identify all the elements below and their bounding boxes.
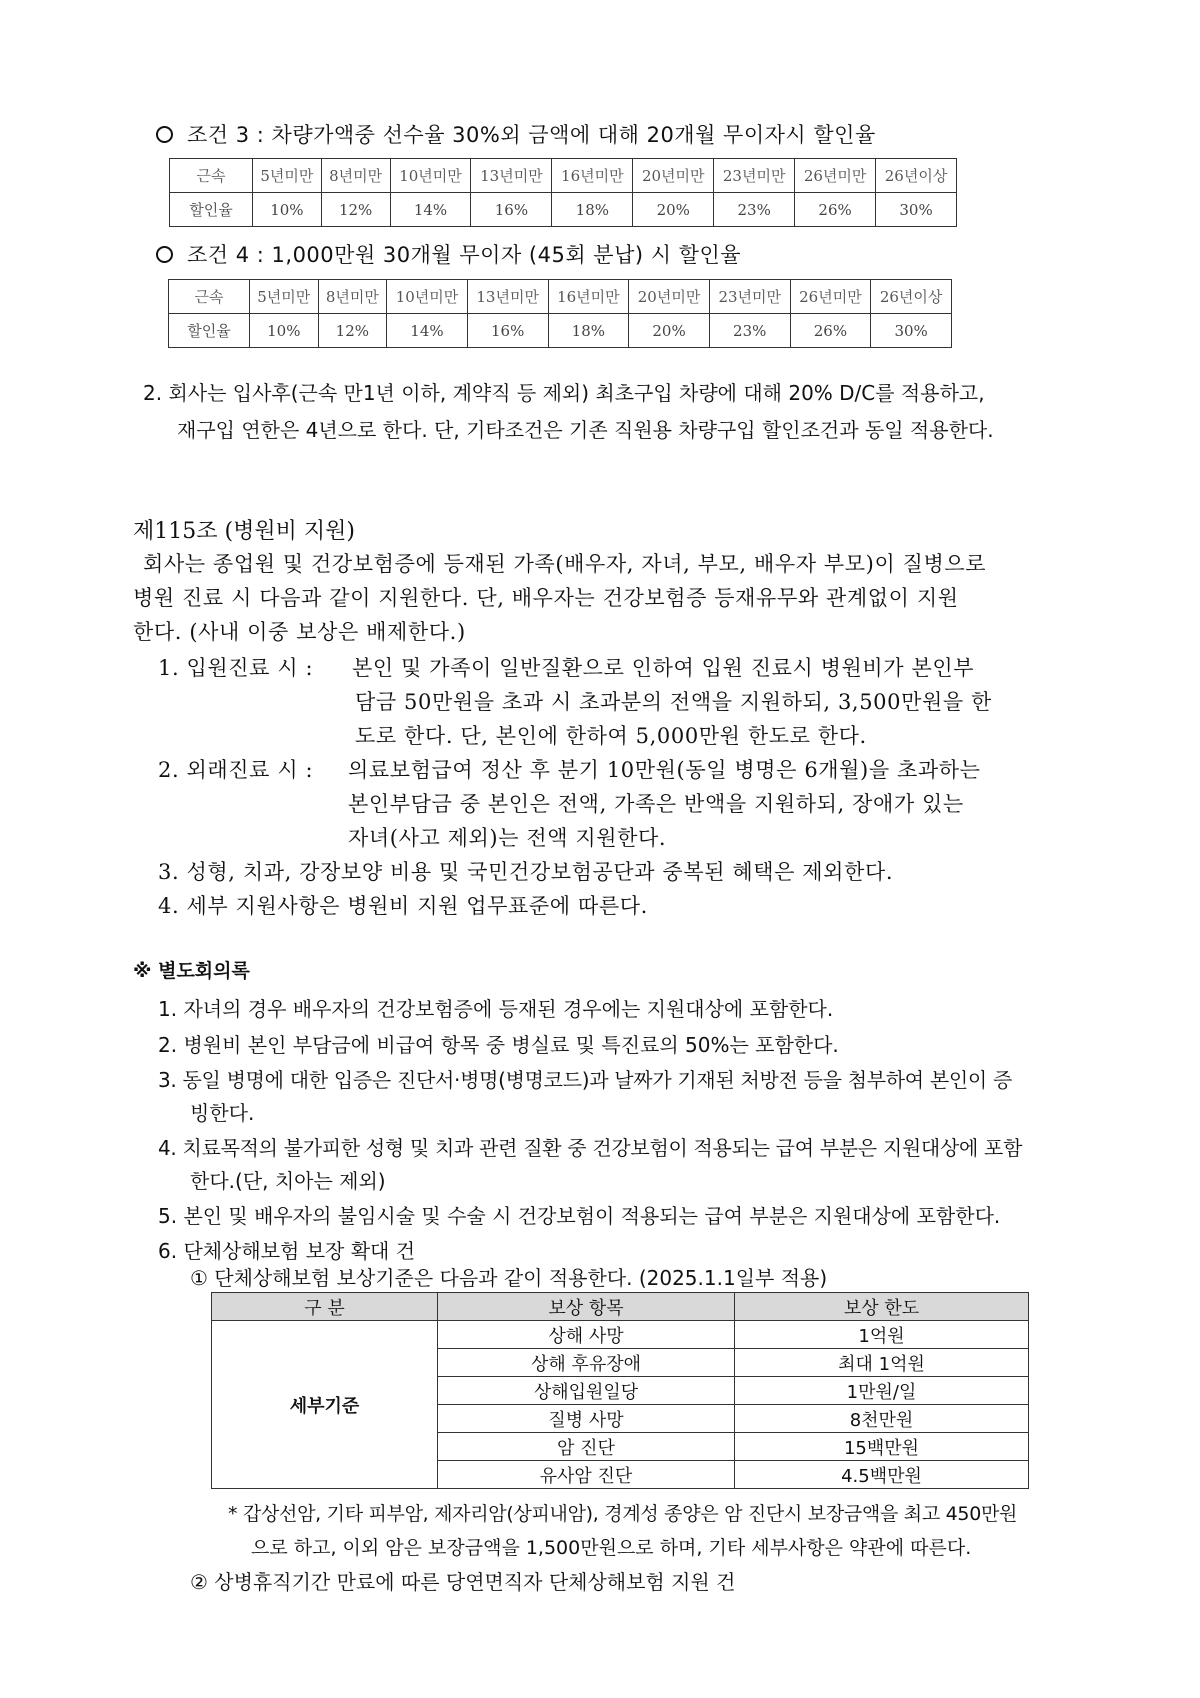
table-cell: 8년미만: [321, 159, 390, 193]
item2-line2: 재구입 연한은 4년으로 한다. 단, 기타조건은 기존 직원용 차량구입 할인조건과 동일 적용한다.: [177, 418, 994, 442]
table-header-row: [170, 159, 957, 193]
minutes-sub2: ② 상병휴직기간 만료에 따른 당연면직자 단체상해보험 지원 건: [190, 1570, 736, 1594]
table-cell: 근속: [169, 280, 250, 314]
table-cell: 13년미만: [471, 159, 552, 193]
table-cell: 12%: [321, 193, 390, 227]
minutes-sub1: ① 단체상해보험 보상기준은 다음과 같이 적용한다. (2025.1.1일부 적용): [190, 1266, 828, 1290]
table-cell: 5년미만: [250, 280, 319, 314]
table-header-cell: 보상 한도: [735, 1293, 1029, 1321]
table-cell: 23%: [709, 314, 790, 348]
minutes-heading: ※ 별도회의록: [133, 960, 250, 982]
table-cell: 10년미만: [390, 159, 471, 193]
outpatient-label: 2. 외래진료 시 :: [158, 758, 314, 782]
table-cell: 16년미만: [548, 280, 629, 314]
condition3-title: 조건 3 : 차량가액중 선수율 30%외 금액에 대해 20개월 무이자시 할인율: [187, 123, 876, 147]
inpatient-label: 1. 입원진료 시 :: [158, 656, 314, 680]
table-cell: 15백만원: [735, 1433, 1029, 1461]
table-cell: 26년이상: [871, 280, 952, 314]
article-intro-line2: 병원 진료 시 다음과 같이 지원한다. 단, 배우자는 건강보험증 등재유무와 관계없이 지원: [133, 586, 959, 610]
outpatient-line2: 본인부담금 중 본인은 전액, 가족은 반액을 지원하되, 장애가 있는: [348, 792, 964, 816]
article-heading: 제115조 (병원비 지원): [133, 519, 355, 544]
condition3-table: [169, 158, 957, 227]
circle-bullet-icon: [156, 246, 173, 263]
inpatient-line3: 도로 한다. 단, 본인에 한하여 5,000만원 한도로 한다.: [355, 724, 867, 748]
article-intro-line1: 회사는 종업원 및 건강보험증에 등재된 가족(배우자, 자녀, 부모, 배우자 부모)이 질병으로: [143, 552, 987, 576]
table-cell: 12%: [318, 314, 387, 348]
table-header-cell: 보상 항목: [438, 1293, 735, 1321]
table-cell: 상해 사망: [438, 1321, 735, 1349]
table-cell: 상해 후유장애: [438, 1349, 735, 1377]
table-cell: 30%: [876, 193, 957, 227]
condition4-title-row: [156, 239, 741, 269]
outpatient-line1: 의료보험급여 정산 후 분기 10만원(동일 병명은 6개월)을 초과하는: [348, 758, 981, 782]
table-cell: 18%: [552, 193, 633, 227]
condition4-title: 조건 4 : 1,000만원 30개월 무이자 (45회 분납) 시 할인율: [187, 243, 742, 267]
article-item3: 3. 성형, 치과, 강장보양 비용 및 국민건강보험공단과 중복된 혜택은 제외한다.: [158, 860, 894, 884]
table-cell: 20년미만: [633, 159, 714, 193]
table-cell: 18%: [548, 314, 629, 348]
table-cell: 1억원: [735, 1321, 1029, 1349]
inpatient-line2: 담금 50만원을 초과 시 초과분의 전액을 지원하되, 3,500만원을 한: [355, 690, 992, 714]
table-cell: 26년미만: [790, 280, 871, 314]
minutes-item4-cont: 한다.(단, 치아는 제외): [190, 1169, 386, 1193]
table-cell: 20%: [633, 193, 714, 227]
table-cell: 14%: [390, 193, 471, 227]
table-cell: 암 진단: [438, 1433, 735, 1461]
minutes-item2: 2. 병원비 본인 부담금에 비급여 항목 중 병실료 및 특진료의 50%는 포함한다.: [158, 1033, 839, 1057]
table-cell: 20%: [629, 314, 710, 348]
table-cell: 16년미만: [552, 159, 633, 193]
table-cell: 최대 1억원: [735, 1349, 1029, 1377]
table-cell: 10년미만: [387, 280, 468, 314]
table-cell: 할인율: [170, 193, 253, 227]
minutes-item6: 6. 단체상해보험 보장 확대 건: [158, 1239, 416, 1263]
table-cell: 23년미만: [709, 280, 790, 314]
table-cell: 10%: [250, 314, 319, 348]
condition3-title-row: [156, 119, 876, 149]
minutes-item3: 3. 동일 병명에 대한 입증은 진단서·병명(병명코드)과 날짜가 기재된 처방전 등을 첨부하여 본인이 증: [158, 1068, 1013, 1092]
condition4-table: [168, 279, 952, 348]
table-cell: 할인율: [169, 314, 250, 348]
table-cell: 8년미만: [318, 280, 387, 314]
note-line1: * 갑상선암, 기타 피부암, 제자리암(상피내암), 경계성 종양은 암 진단시 보장금액을 최고 450만원: [228, 1503, 1018, 1525]
table-cell: 10%: [253, 193, 322, 227]
table-cell: 20년미만: [629, 280, 710, 314]
inpatient-line1: 본인 및 가족이 일반질환으로 인하여 입원 진료시 병원비가 본인부: [352, 656, 975, 680]
table-cell: 1만원/일: [735, 1377, 1029, 1405]
article-item4: 4. 세부 지원사항은 병원비 지원 업무표준에 따른다.: [158, 894, 648, 918]
table-cell: 26%: [795, 193, 876, 227]
table-header-cell: 구 분: [212, 1293, 438, 1321]
minutes-item1: 1. 자녀의 경우 배우자의 건강보험증에 등재된 경우에는 지원대상에 포함한다.: [158, 997, 834, 1021]
table-cell: 14%: [387, 314, 468, 348]
table-cell: 상해입원일당: [438, 1377, 735, 1405]
table-cell: 5년미만: [253, 159, 322, 193]
table-cell: 질병 사망: [438, 1405, 735, 1433]
outpatient-line3: 자녀(사고 제외)는 전액 지원한다.: [348, 826, 667, 850]
table-cell: 16%: [471, 193, 552, 227]
table-header-row: [169, 280, 952, 314]
table-cell: 16%: [467, 314, 548, 348]
minutes-item4: 4. 치료목적의 불가피한 성형 및 치과 관련 질환 중 건강보험이 적용되는 급여 부분은 지원대상에 포함: [158, 1136, 1023, 1160]
table-header-row: [212, 1293, 1029, 1321]
table-cell: 13년미만: [467, 280, 548, 314]
table-cell: 유사암 진단: [438, 1461, 735, 1489]
table-row: [169, 314, 952, 348]
circle-bullet-icon: [156, 126, 173, 143]
table-cell: 23%: [714, 193, 795, 227]
note-line2: 으로 하고, 이외 암은 보장금액을 1,500만원으로 하며, 기타 세부사항은 약관에 따른다.: [251, 1537, 972, 1559]
article-intro-line3: 한다. (사내 이중 보상은 배제한다.): [133, 620, 466, 644]
table-cell: 30%: [871, 314, 952, 348]
item2-line1: 2. 회사는 입사후(근속 만1년 이하, 계약직 등 제외) 최초구입 차량에 대해 20% D/C를 적용하고,: [143, 381, 985, 405]
table-cell: 23년미만: [714, 159, 795, 193]
table-cell: 근속: [170, 159, 253, 193]
table-cell: 8천만원: [735, 1405, 1029, 1433]
table-row: [170, 193, 957, 227]
minutes-item3-cont: 빙한다.: [190, 1101, 255, 1125]
table-cell: 26년이상: [876, 159, 957, 193]
table-cell: 26년미만: [795, 159, 876, 193]
minutes-item5: 5. 본인 및 배우자의 불임시술 및 수술 시 건강보험이 적용되는 급여 부분은 지원대상에 포함한다.: [158, 1204, 1001, 1228]
table-cell: 4.5백만원: [735, 1461, 1029, 1489]
table-group-cell: 세부기준: [212, 1321, 438, 1489]
table-cell: 26%: [790, 314, 871, 348]
table-row: [212, 1321, 1029, 1349]
insurance-table: [211, 1292, 1029, 1489]
